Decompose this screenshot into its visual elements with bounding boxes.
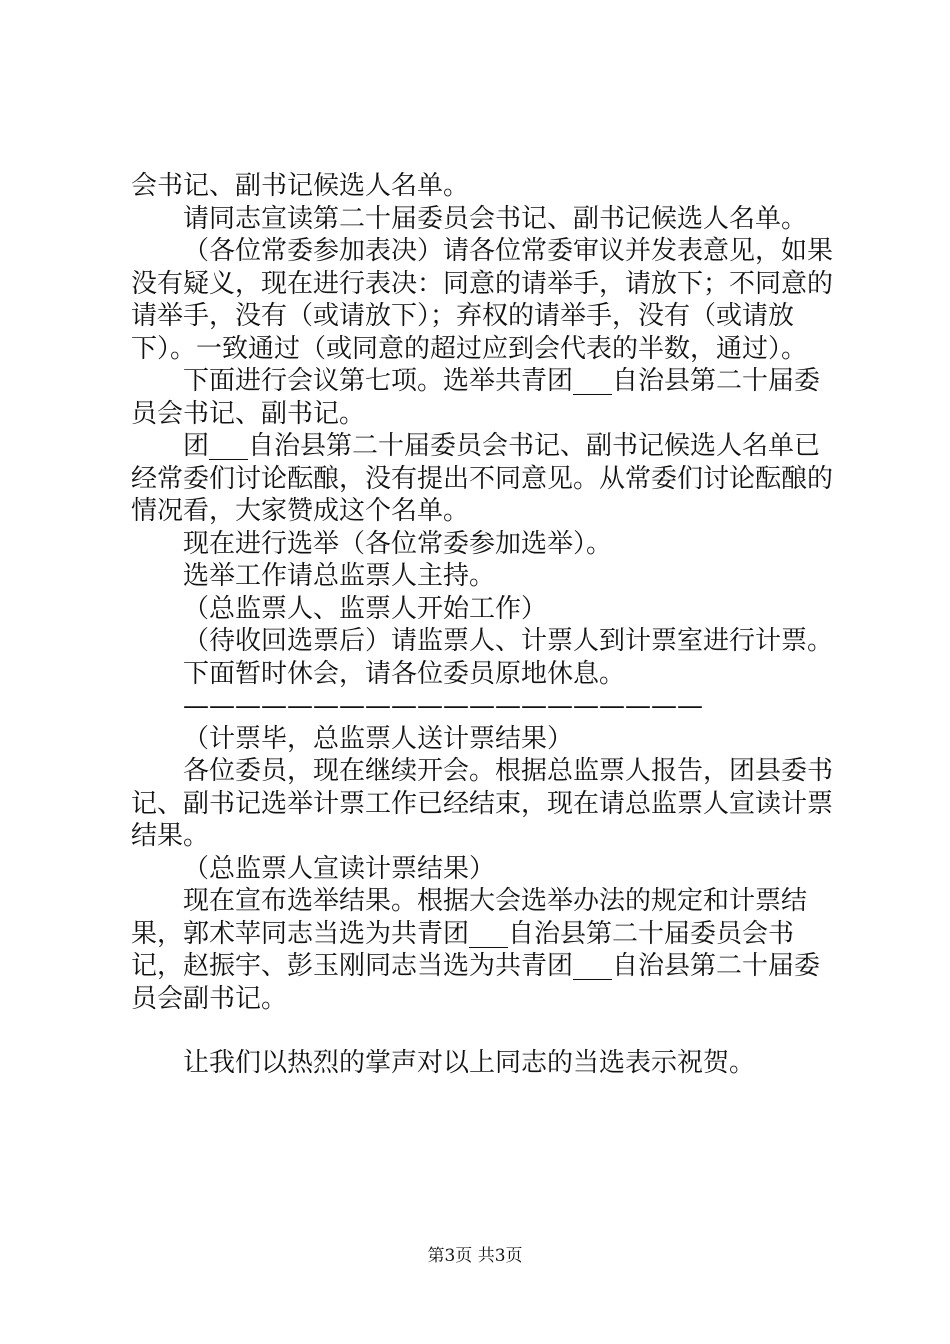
- paragraph-item-seven: 下面进行会议第七项。选举共青团___自治县第二十届委员会书记、副书记。: [131, 366, 821, 429]
- paragraph-vote: （各位常委参加表决）请各位常委审议并发表意见，如果没有疑义，现在进行表决：同意的请举手，请放下；不同意的请举手，没有（或请放下）；弃权的请举手，没有（或请放下）。一致通过（或同意的超过应到会代表的半数，通过）。: [131, 236, 834, 364]
- paragraph-resume-meeting: 各位委员，现在继续开会。根据总监票人报告，团县委书记、副书记选举计票工作已经结束，现在请总监票人宣读计票结果。: [131, 756, 834, 851]
- paragraph-announce-results: 现在宣布选举结果。根据大会选举办法的规定和计票结果，郭术苹同志当选为共青团___自治县第二十届委员会书记，赵振宇、彭玉刚同志当选为共青团___自治县第二十届委员会副书记。: [131, 886, 821, 1014]
- page-footer: 第3页 共3页: [427, 1246, 523, 1266]
- paragraph-read-list: 请同志宣读第二十届委员会书记、副书记候选人名单。: [183, 203, 808, 234]
- paragraph-read-results: （总监票人宣读计票结果）: [183, 853, 496, 884]
- paragraph-congratulations: 让我们以热烈的掌声对以上同志的当选表示祝贺。: [183, 1048, 756, 1078]
- document-body: [131, 170, 841, 1080]
- paragraph-count-votes: （待收回选票后）请监票人、计票人到计票室进行计票。: [183, 626, 834, 656]
- paragraph-candidates-discussed: 团___自治县第二十届委员会书记、副书记候选人名单已经常委们讨论酝酿，没有提出不同意见。从常委们讨论酝酿的情况看，大家赞成这个名单。: [131, 431, 834, 526]
- paragraph-start-election: 现在进行选举（各位常委参加选举）。: [183, 528, 613, 559]
- paragraph-chief-scrutineer: 选举工作请总监票人主持。: [183, 561, 496, 591]
- paragraph-recess: 下面暂时休会，请各位委员原地休息。: [183, 658, 626, 689]
- paragraph-count-finished: （计票毕，总监票人送计票结果）: [183, 723, 574, 754]
- paragraph-scrutineers-work: （总监票人、监票人开始工作）: [183, 593, 548, 624]
- paragraph-candidate-list-continued: 会书记、副书记候选人名单。: [131, 171, 470, 201]
- separator-line: ————————————————————: [183, 691, 703, 721]
